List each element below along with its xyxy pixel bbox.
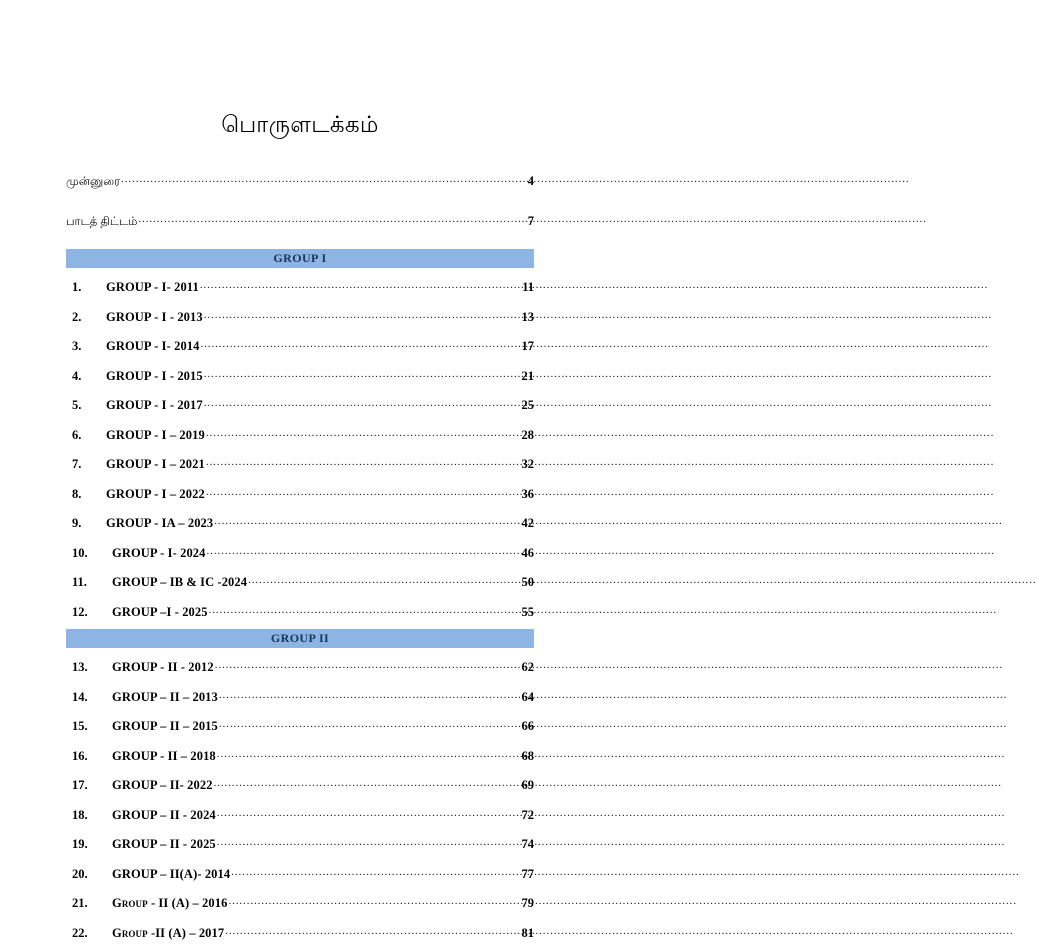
dot-leader [206, 452, 521, 468]
entry-title: GROUP – II- 2022 [112, 778, 213, 793]
entry-title: GROUP – II(A)- 2014 [112, 866, 231, 881]
entry-number: 11. [72, 575, 87, 590]
entry-number: 19. [72, 837, 88, 852]
page-number: 69 [521, 778, 534, 793]
dot-leader [138, 209, 526, 225]
toc-entry-row[interactable] [66, 832, 534, 852]
entry-title: GROUP - II - 2012 [112, 660, 214, 675]
entry-number: 22. [72, 925, 88, 940]
dot-leader [204, 305, 521, 321]
page-number: 42 [521, 516, 534, 531]
front-matter-label: முன்னுரை [66, 176, 121, 189]
front-matter-list [66, 169, 534, 230]
entry-title: GROUP - I - 2013 [106, 309, 203, 324]
dot-leader [209, 600, 521, 616]
page-number: 74 [521, 837, 534, 852]
dot-leader [219, 685, 521, 701]
page-number: 21 [521, 368, 534, 383]
entry-number: 17. [72, 778, 88, 793]
entry-title: GROUP - I - 2015 [106, 368, 203, 383]
section-band-label: GROUP II [270, 631, 330, 646]
dot-leader [204, 393, 521, 409]
page-number: 36 [521, 486, 534, 501]
dot-leader [217, 803, 521, 819]
toc-entry-row[interactable] [66, 275, 534, 295]
entry-number: 3. [72, 339, 82, 354]
page-number: 72 [521, 807, 534, 822]
page-title: பொருளடக்கம் [221, 111, 379, 137]
entry-title: GROUP – II - 2025 [112, 837, 216, 852]
sections-container [66, 249, 534, 941]
dot-leader [219, 714, 521, 730]
entry-number: 7. [72, 457, 82, 472]
entry-title: GROUP - I – 2022 [106, 486, 205, 501]
toc-entry-row[interactable] [66, 452, 534, 472]
entry-title: GROUP – II – 2015 [112, 719, 218, 734]
page-number: 68 [521, 748, 534, 763]
entry-number: 14. [72, 689, 88, 704]
page-number: 62 [521, 660, 534, 675]
entry-title: GROUP - I- 2011 [106, 280, 199, 295]
entry-title: GROUP – IB & IC -2024 [112, 575, 248, 590]
entry-title: Group - II (A) – 2016 [112, 896, 228, 911]
page-number: 79 [521, 896, 534, 911]
dot-leader [200, 275, 521, 291]
front-matter-row[interactable] [66, 169, 534, 190]
page-number: 46 [521, 545, 534, 560]
entry-number: 2. [72, 309, 82, 324]
page-number: 25 [521, 398, 534, 413]
page-number: 7 [527, 214, 534, 229]
toc-entry-row[interactable] [66, 921, 534, 941]
toc-entry-row[interactable] [66, 393, 534, 413]
section-band [66, 629, 534, 648]
entry-number: 13. [72, 660, 88, 675]
page-number: 32 [521, 457, 534, 472]
page-number: 66 [521, 719, 534, 734]
entry-title: GROUP – II - 2024 [112, 807, 216, 822]
toc-entry-row[interactable] [66, 334, 534, 354]
toc-entry-row[interactable] [66, 305, 534, 325]
entry-title: GROUP - I - 2017 [106, 398, 203, 413]
entry-title: GROUP - II – 2018 [112, 748, 216, 763]
dot-leader [248, 570, 520, 586]
toc-entry-row[interactable] [66, 423, 534, 443]
toc-entry-row[interactable] [66, 773, 534, 793]
dot-leader [121, 169, 527, 185]
section-band-label: GROUP I [273, 251, 327, 266]
dot-leader [225, 921, 520, 937]
toc-entry-row[interactable] [66, 655, 534, 675]
entry-title: GROUP - I – 2021 [106, 457, 205, 472]
toc-entry-row[interactable] [66, 862, 534, 882]
page-number: 13 [521, 309, 534, 324]
entry-title: GROUP – II – 2013 [112, 689, 218, 704]
front-matter-label: பாடத் திட்டம் [66, 216, 138, 229]
toc-entry-row[interactable] [66, 570, 534, 590]
entry-title: GROUP - I- 2024 [112, 545, 206, 560]
entry-title: GROUP - IA – 2023 [106, 516, 214, 531]
dot-leader [201, 334, 521, 350]
entry-number: 12. [72, 604, 88, 619]
toc-entry-row[interactable] [66, 364, 534, 384]
entry-number: 8. [72, 486, 82, 501]
entry-number: 1. [72, 280, 82, 295]
toc-entry-row[interactable] [66, 600, 534, 620]
front-matter-row[interactable] [66, 209, 534, 230]
entry-title: GROUP - I – 2019 [106, 427, 205, 442]
dot-leader [217, 744, 521, 760]
page-number: 28 [521, 427, 534, 442]
toc-content [66, 0, 534, 950]
dot-leader [231, 862, 520, 878]
dot-leader [217, 832, 521, 848]
page-number: 4 [527, 174, 534, 189]
dot-leader [204, 364, 521, 380]
page-number: 17 [521, 339, 534, 354]
dot-leader [207, 541, 521, 557]
entry-number: 15. [72, 719, 88, 734]
toc-entry-row[interactable] [66, 891, 534, 911]
toc-entry-row[interactable] [66, 803, 534, 823]
dot-leader [206, 482, 521, 498]
page-number: 50 [521, 575, 534, 590]
entry-number: 5. [72, 398, 82, 413]
toc-entry-row[interactable] [66, 685, 534, 705]
section-band [66, 249, 534, 268]
toc-entry-row[interactable] [66, 511, 534, 531]
entry-title: GROUP –I - 2025 [112, 604, 208, 619]
entry-number: 20. [72, 866, 88, 881]
entry-number: 4. [72, 368, 82, 383]
entry-number: 21. [72, 896, 88, 911]
dot-leader [214, 511, 520, 527]
toc-entry-row[interactable] [66, 541, 534, 561]
page-number: 55 [521, 604, 534, 619]
toc-entry-row[interactable] [66, 744, 534, 764]
page-number: 11 [522, 280, 534, 295]
entry-number: 9. [72, 516, 82, 531]
entry-title: Group -II (A) – 2017 [112, 925, 225, 940]
page-number: 77 [521, 866, 534, 881]
entry-number: 6. [72, 427, 82, 442]
entry-number: 18. [72, 807, 88, 822]
entry-number: 16. [72, 748, 88, 763]
entry-number: 10. [72, 545, 88, 560]
dot-leader [228, 891, 520, 907]
dot-leader [206, 423, 521, 439]
page-number: 81 [521, 925, 534, 940]
entry-title: GROUP - I- 2014 [106, 339, 200, 354]
toc-entry-row[interactable] [66, 482, 534, 502]
page-number: 64 [521, 689, 534, 704]
dot-leader [214, 773, 521, 789]
dot-leader [215, 655, 521, 671]
toc-entry-row[interactable] [66, 714, 534, 734]
